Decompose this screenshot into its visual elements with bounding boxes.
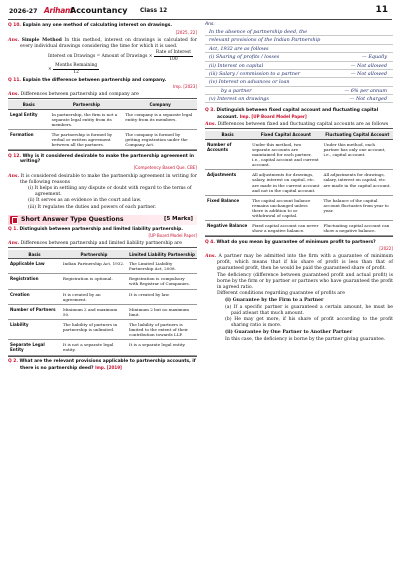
exam-tag: [2022] — [379, 245, 393, 251]
months-fraction: $\frac{\text{Months Remaining}}{12}$ — [55, 62, 98, 75]
exam-tag: Imp. [UP Board Model Paper] — [239, 114, 307, 120]
partnership-llp-table — [8, 247, 197, 356]
partnership-company-table — [8, 98, 197, 151]
table-row: Creation It is created by an agreement. It is created by law. — [8, 289, 197, 304]
table-header: Company — [123, 100, 197, 109]
answer-label: Ans. — [8, 91, 20, 97]
question-text: Distinguish between fixed capital account and fluctuating capital account. — [216, 108, 379, 121]
answer-text: Differences between fixed and fluctuating capital accounts are as follows — [217, 122, 389, 128]
question-text: Explain any one method of calculating interest on drawings. — [22, 23, 173, 29]
answer-4 — [205, 254, 393, 272]
answer-12 — [8, 174, 197, 186]
answer-label: Ans. — [205, 22, 215, 27]
question-text: Explain the difference between partnership and company. — [22, 77, 167, 83]
page-header — [0, 0, 400, 20]
list-item: (iii) It regulates the duties and powers of each partner. — [28, 204, 157, 210]
question-2 — [8, 359, 197, 371]
handwritten-line: by a partner — 6% per annum — [205, 87, 393, 95]
table-header: Basis — [8, 250, 61, 259]
exam-tag: [UP Board Model Paper] — [148, 233, 197, 239]
answer-lead: Simple Method — [21, 37, 62, 43]
guarantee-firm-heading: (i) Guarantee by the Firm to a Partner — [225, 298, 324, 304]
handwritten-line: (i) Sharing of profits / losses — Equally — [205, 53, 393, 61]
answer-text: Differences between partnership and company are — [20, 91, 139, 97]
answer-label: Ans. — [205, 254, 217, 260]
handwritten-line: Act, 1932 are as follows — [205, 45, 393, 53]
question-1 — [8, 227, 197, 233]
edition-year: 2026-27 — [9, 8, 38, 15]
class-label: Class 12 — [140, 8, 168, 14]
right-column — [205, 21, 393, 343]
table-row: Negative Balance Fixed capital account can never show a negative balance. Fluctuating capital account can show a negative balance. — [205, 221, 393, 236]
question-10 — [8, 23, 197, 29]
subject-title: Accountancy — [70, 6, 128, 15]
table-row: Number of Accounts Under this method, two separate accounts are maintained for each partner, i.e., capital account and current account. Under this method, each partner has only one account, i.e., capital account. — [205, 139, 393, 170]
table-row: Applicable Law Indian Partnership Act, 1932. The Limited Liability Partnership Act, 2008. — [8, 259, 197, 274]
section-marks: [5 Marks] — [163, 216, 193, 223]
answer-text: It is considered desirable to make the partnership agreement in writing for the following reasons — [20, 173, 197, 185]
handwritten-line: (iv) Interest on advances or loan — [205, 78, 393, 86]
exam-tag: [Competency Based Que. CBE] — [133, 165, 197, 171]
question-4 — [205, 240, 393, 246]
question-number: Q 11. — [8, 77, 22, 83]
exam-tag: [2025, 22] — [175, 29, 197, 35]
table-header: Partnership — [61, 250, 127, 259]
table-row: Registration Registration is optional. Registration is compulsory with Registrar of Companies. — [8, 274, 197, 289]
answer-paragraph: In this case, the deficiency is borne by the partner giving guarantee. — [225, 336, 386, 342]
list-item: (b) He may get more, if his share of profit according to the profit sharing ratio is more. — [225, 317, 393, 329]
table-header: Limited Liability Partnership — [127, 250, 197, 259]
brand-logo: Arihant — [44, 6, 74, 15]
list-item: (a) If a specific partner is guaranteed a certain amount, he must be paid atleast that much amount. — [225, 304, 393, 316]
question-text: Why is it considered desirable to make the partnership agreement in writing? — [20, 153, 194, 165]
list-item: (ii) It serves as an evidence in the court and law. — [28, 198, 142, 204]
section-title: Short Answer Type Questions — [21, 215, 124, 223]
exam-tag: Imp. [2023] — [172, 83, 197, 89]
page-number: 11 — [375, 5, 388, 15]
table-header: Basis — [8, 100, 50, 109]
answer-text: A partner may be admitted into the firm with a guarantee of minimum profit, which means that if his share of profit is less than that of guaranteed profit, then he would be paid the guaranteed share of profit. — [217, 254, 393, 272]
table-row: Liability The liability of partners in partnership is unlimited. The liability of partners is limited to the extent of their contribution towards LLP. — [8, 320, 197, 340]
table-header: Partnership — [50, 100, 124, 109]
answer-label: Ans. — [205, 122, 217, 128]
handwritten-line: (v) Interest on drawings — Not charged — [205, 95, 393, 103]
handwritten-answer — [205, 22, 393, 103]
question-number: Q 2. — [8, 358, 18, 364]
answer-text: In this method, interest on drawings is calculated for every individual drawings considering the time for which it is used. — [20, 37, 198, 49]
left-column — [8, 21, 197, 371]
section-header — [8, 215, 197, 225]
answer-paragraph: Different conditions regarding guarantee of profits are — [217, 291, 345, 297]
interest-formula: Interest on Drawings = Amount of Drawings × $\frac{\text{Rate of Interest}}{100}$ × $\frac{\text{Months Remaining}}{12}$ — [48, 50, 191, 75]
question-text: What are the relevant provisions applicable to partnership accounts, if there is no partnership deed? — [19, 358, 196, 371]
guarantee-partner-heading: (ii) Guarantee by One Partner to Another Partner — [225, 330, 353, 336]
table-row: Formation The partnership is formed by verbal or written agreement between all the partners. The company is formed by getting registration under the Company Act. — [8, 129, 197, 149]
answer-label: Ans. — [8, 37, 20, 43]
handwritten-line: relevant provisions of the Indian Partnership — [205, 36, 393, 44]
answer-3 — [205, 122, 393, 128]
answer-paragraph: The deficiency (difference between guaranteed profit and actual profit) is borne by the firm or by partner or partners who have guaranteed the profit in agreed ratio. — [217, 272, 394, 290]
table-row: Adjustments All adjustments for drawings, salary, interest on capital, etc. are made in the current account and not in the capital account. All adjustments for drawings, salary, interest on capital, etc. are made in the capital account. — [205, 170, 393, 195]
answer-label: Ans. — [8, 241, 20, 247]
question-text: What do you mean by guarantee of minimum profit to partners? — [216, 239, 376, 245]
table-row: Legal Entity In partnership, the firm is not a separate legal entity from its members. The company is a separate legal entity from its members. — [8, 109, 197, 129]
handwritten-line: In the absence of partnership deed, the — [205, 28, 393, 36]
table-header: Fixed Capital Account — [250, 131, 321, 140]
answer-1 — [8, 241, 197, 247]
table-header: Basis — [205, 131, 250, 140]
question-number: Q 4. — [205, 239, 215, 245]
formula-lhs: Interest on Drawings = Amount of Drawings × — [48, 54, 153, 60]
answer-text: Differences between partnership and limited liability partnership are — [20, 241, 182, 247]
question-number: Q 10. — [8, 23, 22, 29]
answer-label: Ans. — [8, 173, 20, 179]
table-header: Fluctuating Capital Account — [322, 131, 393, 140]
handwritten-line: (ii) Interest on capital — Not allowed — [205, 62, 393, 70]
reasons-list — [8, 186, 197, 211]
question-text: Distinguish between partnership and limited liability partnership. — [19, 227, 183, 233]
question-11 — [8, 78, 197, 84]
rate-fraction: $\frac{\text{Rate of Interest}}{100}$ — [155, 50, 191, 63]
question-number: Q 1. — [8, 227, 18, 233]
table-row: Number of Partners Minimum 2 and maximum 50. Minimum 2 but no maximum limit. — [8, 304, 197, 319]
header-rule — [8, 19, 392, 20]
notebook-icon — [10, 216, 18, 224]
handwritten-line: (iii) Salary / commission to a partner — Not allowed — [205, 70, 393, 78]
list-item: (i) It helps in settling any dispute or doubt with regard to the terms of agreement. — [28, 186, 192, 198]
question-3 — [205, 108, 393, 120]
question-number: Q 3. — [205, 108, 215, 114]
answer-10 — [8, 38, 197, 50]
table-row: Separate Legal Entity It is not a separate legal entity. It is a separate legal entity. — [8, 340, 197, 355]
capital-account-table — [205, 128, 393, 237]
table-row: Fixed Balance The capital account balance remains unchanged unless there is addition to or withdrawal of capital. The balance of the capital account fluctuates from year to year. — [205, 195, 393, 220]
question-12 — [8, 154, 197, 165]
exam-tag: Imp. [2019] — [95, 364, 122, 370]
question-number: Q 12. — [8, 153, 22, 159]
